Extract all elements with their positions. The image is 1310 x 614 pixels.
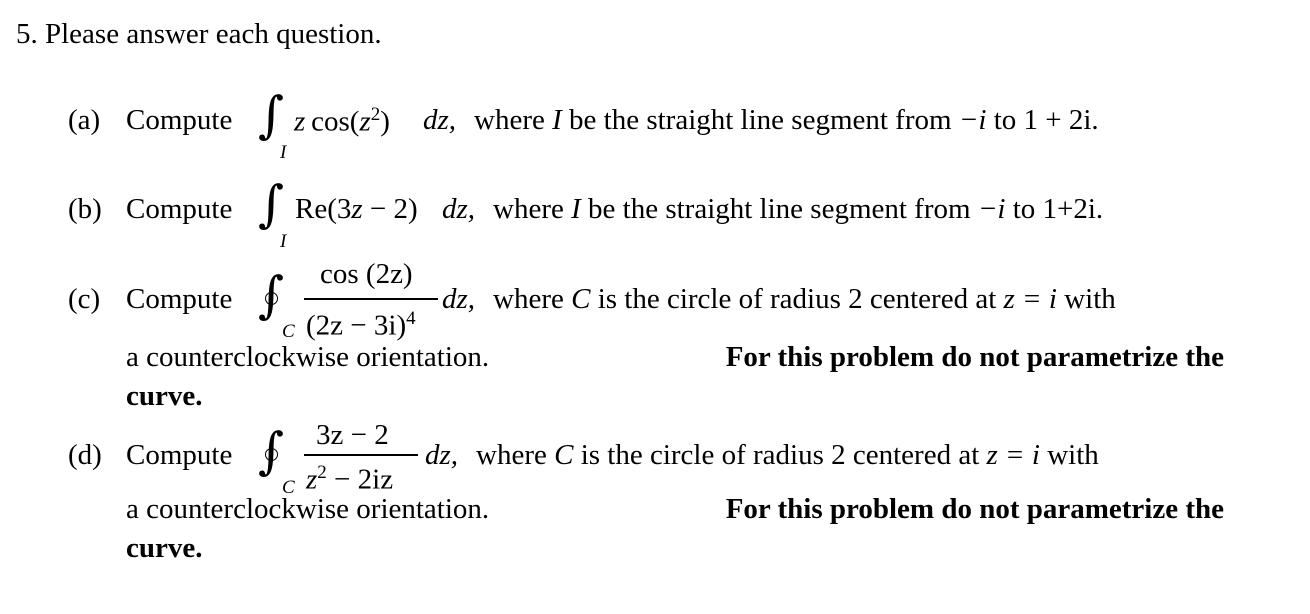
integral-sign: ∫ — [258, 86, 285, 144]
integral-sign: ∫ — [258, 175, 285, 233]
part-d-line2: a counterclockwise orientation. For this problem do not parametrize the — [126, 493, 1224, 525]
problem-heading: 5. Please answer each question. — [16, 18, 382, 50]
part-d-label: (d) — [68, 439, 102, 471]
integrand: z $\cos(z^2)$ — [294, 104, 390, 138]
contour-lower-limit: C — [282, 477, 295, 498]
part-d-description: where C is the circle of radius 2 centered at z = i with — [476, 439, 1099, 471]
part-b-label: (b) — [68, 193, 102, 225]
integral-lower-limit: I — [280, 231, 287, 252]
fraction-numerator: 3z − 2 — [316, 419, 389, 451]
contour-ring — [265, 448, 278, 461]
integrand: Re(3z − 2) — [295, 193, 418, 225]
part-c-compute: Compute — [126, 283, 233, 315]
differential: dz, — [425, 439, 459, 471]
differential: dz, — [442, 283, 476, 315]
fraction-bar — [304, 454, 418, 456]
differential: dz, — [442, 193, 476, 225]
contour-integral-sign: ∫ — [258, 422, 285, 480]
differential: dz, — [423, 104, 457, 136]
part-c-label: (c) — [68, 283, 101, 315]
part-c-description: where C is the circle of radius 2 centered at z = i with — [493, 283, 1116, 315]
part-c-line2: a counterclockwise orientation. For this problem do not parametrize the — [126, 341, 1224, 373]
integral-lower-limit: I — [280, 142, 287, 163]
part-c-line3: curve. — [126, 380, 203, 412]
part-b-description: where I be the straight line segment from −i to 1+2i. — [493, 193, 1104, 225]
part-b-compute: Compute — [126, 193, 233, 225]
contour-lower-limit: C — [282, 321, 295, 342]
fraction-denominator: $z^2 - 2iz$ — [306, 462, 394, 496]
part-a-label: (a) — [68, 104, 101, 136]
part-a-description: where I be the straight line segment from −i to 1 + 2i. — [474, 104, 1099, 136]
part-c-instruction: For this problem do not parametrize the — [725, 341, 1224, 373]
part-a-compute: Compute — [126, 104, 233, 136]
part-d-instruction: For this problem do not parametrize the — [725, 493, 1224, 525]
fraction-numerator: cos (2z) — [320, 258, 413, 290]
fraction-denominator: $(2z - 3i)^4$ — [306, 308, 416, 342]
part-d-line3: curve. — [126, 532, 203, 564]
part-d-compute: Compute — [126, 439, 233, 471]
contour-integral-sign: ∫ — [258, 266, 285, 324]
contour-ring — [265, 292, 278, 305]
fraction-bar — [304, 298, 438, 300]
